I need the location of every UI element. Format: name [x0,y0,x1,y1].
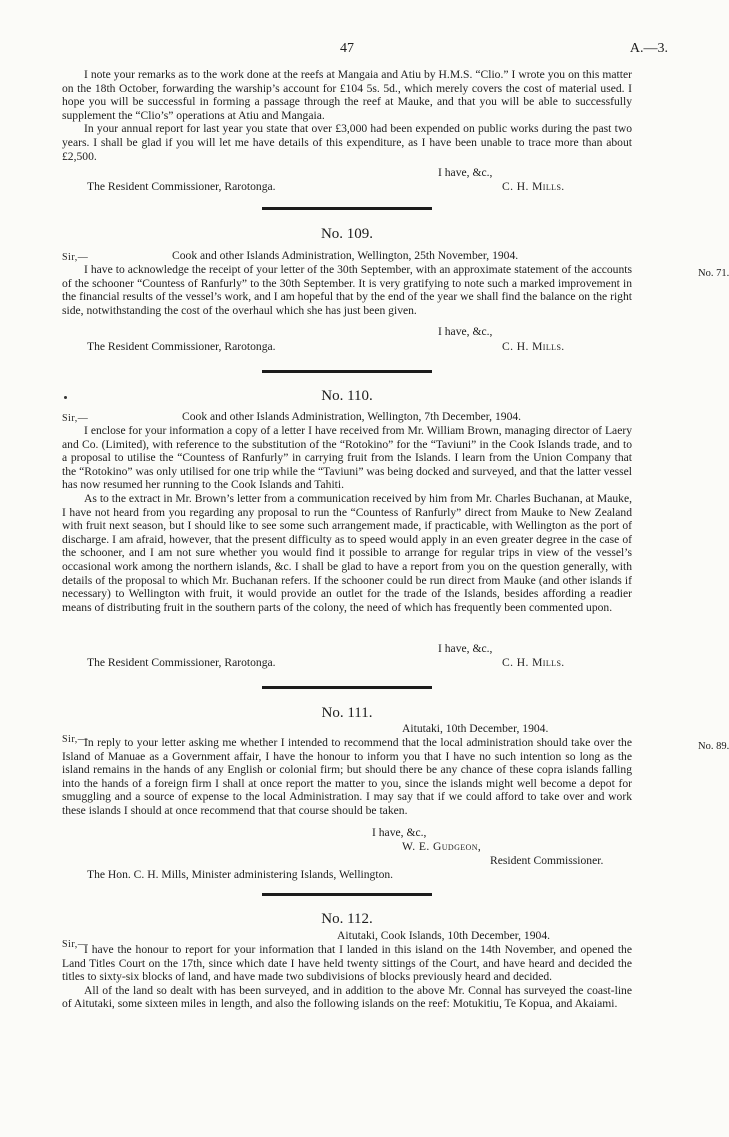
letter-109-margin-ref: No. 71. [698,268,729,279]
letter-112-dateline: Aitutaki, Cook Islands, 10th December, 1904. [337,929,551,942]
letter-110-signature: C. H. Mills. [502,656,565,669]
letter-111-paragraph: In reply to your letter asking me whether I intended to recommend that the local administration should take over the Island of Manuae as a Government affair, I have the honour to inform you that I have no such intention so long as the island remains in the hands of any English or colonial firm; but should there be any chance of these copra islands falling into the hands of a foreign firm I shall at once report the matter to you, since the islands might well become a depot for smuggling and a source of expense to the local Administration. I may say that if we could afford to take over and work these islands I should at once recommend that that course should be taken. [62,736,632,817]
letter-110-paragraph-1: I enclose for your information a copy of a letter I have received from Mr. William Brown, managing director of Laery and Co. (Limited), with reference to the substitution of the “Rotokino” for the “Taviuni” in the Cook Islands trade, and to a proposal to utilise the “Countess of Ranfurly” in carrying fruit from the Islands. I learn from the Union Company that the “Rotokino” was only utilised for one trip while the “Taviuni” was being docked and surveyed, and that the latter vessel has now resumed her running to the Cook Islands and Tahiti. [62,424,632,492]
letter-109-paragraph: I have to acknowledge the receipt of your letter of the 30th September, with an approximate statement of the accounts of the schooner “Countess of Ranfurly” to the 30th September. It is very gratifying to note such a marked improvement in the financial results of the vessel’s work, and I am hopeful that by the end of the year we shall find the balance on the right side, notwithstanding the cost of the overhaul which she has just been given. [62,263,632,317]
section-rule [262,207,432,210]
letter-109-salutation: Sir,— [62,252,89,263]
intro-signature: C. H. Mills. [502,180,565,193]
letter-111-signature: W. E. Gudgeon, [402,840,482,853]
running-header [62,41,668,60]
letter-109-title: No. 109. [320,226,374,242]
letter-111-addressee: The Hon. C. H. Mills, Minister administering Islands, Wellington. [87,868,394,881]
letter-110-dateline: Cook and other Islands Administration, Wellington, 7th December, 1904. [182,410,522,423]
letter-111-closing: I have, &c., [372,826,427,839]
letter-111-body [62,736,632,818]
intro-addressee: The Resident Commissioner, Rarotonga. [87,180,276,193]
letter-112-salutation: Sir,— [62,939,89,950]
letter-112-title: No. 112. [321,911,373,927]
letter-111-margin-ref: No. 89. [698,741,729,752]
letter-109-closing: I have, &c., [438,325,493,338]
intro-paragraph-2: In your annual report for last year you state that over £3,000 had been expended on public works during the past two years. I shall be glad if you will let me have details of this expenditure, as I have been unable to trace more than about £2,500. [62,122,632,163]
section-rule [262,686,432,689]
letter-111-signature-title: Resident Commissioner. [490,854,604,867]
letter-110-body [62,424,632,614]
letter-109-addressee: The Resident Commissioner, Rarotonga. [87,340,276,353]
intro-paragraph-1: I note your remarks as to the work done at the reefs at Mangaia and Atiu by H.M.S. “Clio.” I wrote you on this matter on the 18th October, forwarding the warship’s account for £104 5s. 5d., which merely covers the cost of material used. I hope you will be successful in forming a passage through the reef at Mauke, and that you will be able to successfully supplement the “Clio’s” operations at Atiu and Mangaia. [62,68,632,122]
print-speck [64,396,67,399]
section-rule [262,370,432,373]
letter-112-paragraph-1: I have the honour to report for your information that I landed in this island on the 14th November, and opened the Land Titles Court on the 17th, since which date I have held twenty sittings of the Court, and have heard and decided the titles to sixty-six blocks of land, and have made two subdivisions of blocks previously heard and decided. [62,943,632,984]
page-number: 47 [340,41,354,56]
document-reference: A.—3. [629,41,668,56]
letter-111-dateline: Aitutaki, 10th December, 1904. [402,722,549,735]
letter-110-addressee: The Resident Commissioner, Rarotonga. [87,656,276,669]
letter-110-paragraph-2: As to the extract in Mr. Brown’s letter from a communication received by him from Mr. Charles Buchanan, at Mauke, I have not heard from you regarding any proposal to run the “Countess of Ranfurly” direct from Mauke to New Zealand with fruit next season, but I should like to see some such arrangement made, if practicable, with Wellington as the port of discharge. I am afraid, however, that the present difficulty as to speed would apply in an even greater degree in the case of the schooner, and I am not sure whether you would find it possible to arrange for regular trips in view of the vessel’s occasional work among the northern islands, &c. I shall be glad to have a report from you on the question generally, with details of the proposal to which Mr. Buchanan refers. If the schooner could be run direct from Mauke (and other islands if necessary) to Wellington with fruit, it would provide an outlet for the trade of the Islands, besides affording a readier means of distributing fruit in the southern parts of the colony, the need of which has frequently been commented upon. [62,491,632,614]
letter-110-title: No. 110. [321,388,373,404]
letter-110-salutation: Sir,— [62,413,89,424]
letter-109-body [62,263,632,317]
intro-closing: I have, &c., [438,166,493,179]
letter-112-body [62,943,632,1011]
letter-110-closing: I have, &c., [438,642,493,655]
letter-112-paragraph-2: All of the land so dealt with has been surveyed, and in addition to the above Mr. Connal has surveyed the coast-line of Aitutaki, some sixteen miles in length, and also the following islands on the reef: Motukitiu, Te Kopua, and Akaiami. [62,983,632,1011]
letter-109-dateline: Cook and other Islands Administration, Wellington, 25th November, 1904. [172,249,519,262]
intro-text [62,68,632,163]
letter-109-signature: C. H. Mills. [502,340,565,353]
section-rule [262,893,432,896]
letter-111-salutation: Sir,— [62,734,89,745]
letter-111-title: No. 111. [321,705,373,721]
